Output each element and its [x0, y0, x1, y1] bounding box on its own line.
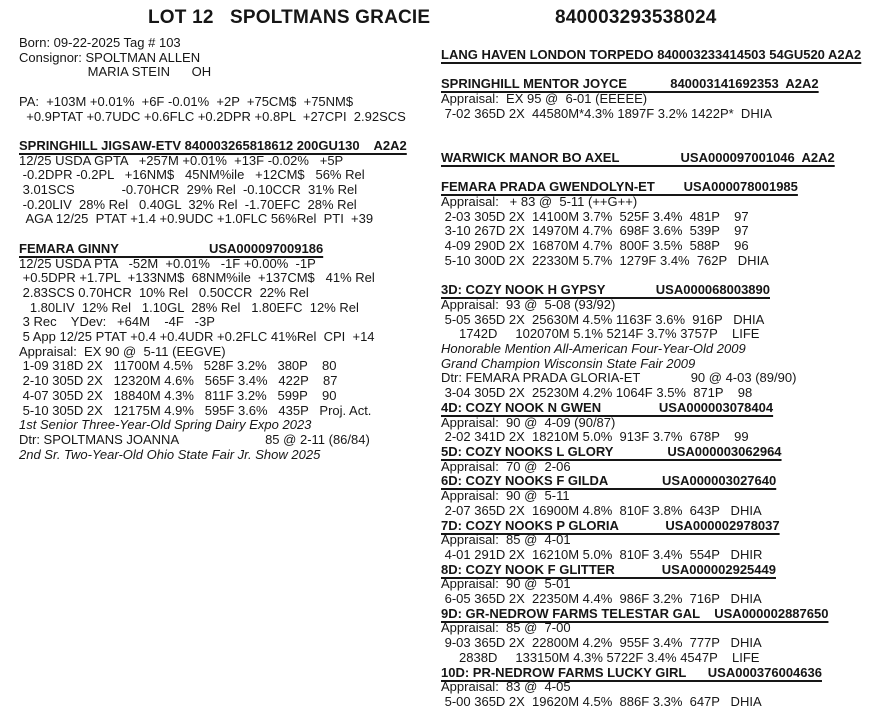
pedigree-data-line: 3.01SCS -0.70HCR 29% Rel -0.10CCR 31% Rel [19, 182, 358, 198]
pedigree-data-line: Appraisal: 83 @ 4-05 [441, 679, 571, 695]
pedigree-data-line: MARIA STEIN OH [19, 64, 212, 80]
pedigree-data-line: Appraisal: 70 @ 2-06 [441, 458, 571, 474]
maternal-granddam-section-header: FEMARA PRADA GWENDOLYN-ET USA000078001985 [441, 179, 798, 195]
pedigree-data-line: 9-03 365D 2X 22800M 4.2% 955F 3.4% 777P DHIA [441, 635, 762, 651]
pedigree-data-line: Appraisal: 85 @ 7-00 [441, 620, 571, 636]
right-column [441, 48, 877, 710]
paternal-grandsire-section-header: LANG HAVEN LONDON TORPEDO 840003233414503 54GU520 A2A2 [441, 47, 862, 62]
spacer-line [441, 63, 877, 78]
pedigree-data-line: PA: +103M +0.01% +6F -0.01% +2P +75CM$ +75NM$ [19, 93, 354, 109]
pedigree-data-line: 5-05 365D 2X 25630M 4.5% 1163F 3.6% 916P DHIA [441, 311, 765, 327]
pedigree-data-line: +0.9PTAT +0.7UDC +0.6FLC +0.2DPR +0.8PL +27CPI 2.92SCS [19, 108, 406, 124]
pedigree-data-line: AGA 12/25 PTAT +1.4 +0.9UDC +1.0FLC 56%Rel PTI +39 [19, 211, 374, 227]
lot-title: LOT 12 SPOLTMANS GRACIE [148, 7, 431, 28]
spacer-line [19, 227, 439, 242]
pedigree-data-line: 2838D 133150M 4.3% 5722F 3.4% 4547P LIFE [441, 649, 760, 665]
tenth-dam-section-header: 10D: PR-NEDROW FARMS LUCKY GIRL USA000376004636 [441, 664, 822, 680]
pedigree-data-line: 4-07 305D 2X 18840M 4.3% 811F 3.2% 599P 90 [19, 387, 337, 403]
pedigree-data-line: 2-10 305D 2X 12320M 4.6% 565F 3.4% 422P 87 [19, 373, 338, 389]
pedigree-data-line: 5-10 305D 2X 12175M 4.9% 595F 3.6% 435P Proj. Act. [19, 402, 372, 418]
pedigree-data-line: Appraisal: + 83 @ 5-11 (++G++) [441, 194, 638, 210]
pedigree-data-line: Appraisal: 90 @ 5-11 [441, 488, 570, 504]
pedigree-data-line: Appraisal: 90 @ 4-09 (90/87) [441, 414, 616, 430]
pedigree-data-line: +0.5DPR +1.7PL +133NM$ 68NM%ile +137CM$ 41% Rel [19, 270, 375, 286]
pedigree-data-line: 2-02 341D 2X 18210M 5.0% 913F 3.7% 678P 99 [441, 429, 749, 445]
sixth-dam-section-header: 6D: COZY NOOKS F GILDA USA000003027640 [441, 473, 777, 489]
pedigree-data-line: 4-01 291D 2X 16210M 5.0% 810F 3.4% 554P DHIR [441, 546, 763, 562]
pedigree-data-line: Consignor: SPOLTMAN ALLEN [19, 49, 201, 65]
fifth-dam-section-header: 5D: COZY NOOKS L GLORY USA000003062964 [441, 443, 782, 459]
pedigree-data-line: Appraisal: EX 95 @ 6-01 (EEEEE) [441, 91, 648, 107]
pedigree-data-line: 5-00 365D 2X 19620M 4.5% 886F 3.3% 647P DHIA [441, 693, 762, 709]
spacer-line [441, 269, 877, 284]
fourth-dam-section-header: 4D: COZY NOOK N GWEN USA000003078404 [441, 399, 774, 415]
pedigree-data-line: 3 Rec YDev: +64M -4F -3P [19, 314, 215, 330]
pedigree-data-line: 2-03 305D 2X 14100M 3.7% 525F 3.4% 481P 97 [441, 208, 749, 224]
pedigree-data-line: 6-05 365D 2X 22350M 4.4% 986F 3.2% 716P DHIA [441, 591, 762, 607]
pedigree-data-line: Appraisal: 93 @ 5-08 (93/92) [441, 296, 616, 312]
pedigree-data-line: 7-02 365D 2X 44580M*4.3% 1897F 3.2% 1422P* DHIA [441, 105, 772, 121]
show-award-line: 2nd Sr. Two-Year-Old Ohio State Fair Jr. Show 2025 [19, 446, 321, 462]
registration-number: 840003293538024 [555, 7, 717, 28]
spacer-line [441, 122, 877, 137]
pedigree-data-line: Appraisal: 85 @ 4-01 [441, 532, 571, 548]
pedigree-data-line: 1742D 102070M 5.1% 5214F 3.7% 3757P LIFE [441, 326, 760, 342]
pedigree-data-line: Born: 09-22-2025 Tag # 103 [19, 35, 181, 50]
pedigree-data-line: 1.80LIV 12% Rel 1.10GL 28% Rel 1.80EFC 12% Rel [19, 299, 359, 315]
pedigree-data-line: 3-04 305D 2X 25230M 4.2% 1064F 3.5% 871P 98 [441, 385, 753, 401]
dam-section-header: FEMARA GINNY USA000097009186 [19, 240, 324, 256]
eighth-dam-section-header: 8D: COZY NOOK F GLITTER USA000002925449 [441, 561, 776, 577]
maternal-grandsire-section-header: WARWICK MANOR BO AXEL USA000097001046 A2A2 [441, 149, 835, 165]
pedigree-data-line: 1-09 318D 2X 11700M 4.5% 528F 3.2% 380P 80 [19, 358, 337, 374]
spacer-line [441, 166, 877, 181]
left-column [19, 36, 439, 462]
pedigree-data-line: -0.2DPR -0.2PL +16NM$ 45NM%ile +12CM$ 56% Rel [19, 167, 365, 183]
pedigree-data-line: 12/25 USDA PTA -52M +0.01% -1F +0.00% -1P [19, 255, 316, 271]
pedigree-data-line: Dtr: SPOLTMANS JOANNA 85 @ 2-11 (86/84) [19, 431, 370, 447]
pedigree-data-line: 4-09 290D 2X 16870M 4.7% 800F 3.5% 588P 96 [441, 238, 749, 254]
pedigree-data-line: 3-10 267D 2X 14970M 4.7% 698F 3.6% 539P 97 [441, 223, 749, 239]
show-award-line: 1st Senior Three-Year-Old Spring Dairy Expo 2023 [19, 417, 312, 433]
show-award-line: Honorable Mention All-American Four-Year-Old 2009 [441, 341, 746, 357]
sire-section-header: SPRINGHILL JIGSAW-ETV 840003265818612 200GU130 A2A2 [19, 137, 407, 153]
pedigree-data-line: 2.83SCS 0.70HCR 10% Rel 0.50CCR 22% Rel [19, 284, 309, 300]
paternal-granddam-section-header: SPRINGHILL MENTOR JOYCE 840003141692353 A2A2 [441, 76, 819, 92]
pedigree-data-line: -0.20LIV 28% Rel 0.40GL 32% Rel -1.70EFC 28% Rel [19, 196, 357, 212]
third-dam-section-header: 3D: COZY NOOK H GYPSY USA000068003890 [441, 282, 770, 298]
pedigree-data-line: Appraisal: EX 90 @ 5-11 (EEGVE) [19, 343, 226, 359]
pedigree-data-line: Appraisal: 90 @ 5-01 [441, 576, 571, 592]
pedigree-data-line: 5-10 300D 2X 22330M 5.7% 1279F 3.4% 762P DHIA [441, 252, 769, 268]
pedigree-data-line: 5 App 12/25 PTAT +0.4 +0.4UDR +0.2FLC 41%Rel CPI +14 [19, 329, 375, 345]
spacer-line [19, 80, 439, 95]
show-award-line: Grand Champion Wisconsin State Fair 2009 [441, 355, 696, 371]
pedigree-data-line: 12/25 USDA GPTA +257M +0.01% +13F -0.02% +5P [19, 152, 344, 168]
pedigree-data-line: Dtr: FEMARA PRADA GLORIA-ET 90 @ 4-03 (89/90) [441, 370, 797, 386]
seventh-dam-section-header: 7D: COZY NOOKS P GLORIA USA000002978037 [441, 517, 780, 533]
pedigree-data-line: 2-07 365D 2X 16900M 4.8% 810F 3.8% 643P DHIA [441, 502, 762, 518]
ninth-dam-section-header: 9D: GR-NEDROW FARMS TELESTAR GAL USA000002887650 [441, 605, 829, 621]
spacer-line [19, 124, 439, 139]
spacer-line [441, 136, 877, 151]
